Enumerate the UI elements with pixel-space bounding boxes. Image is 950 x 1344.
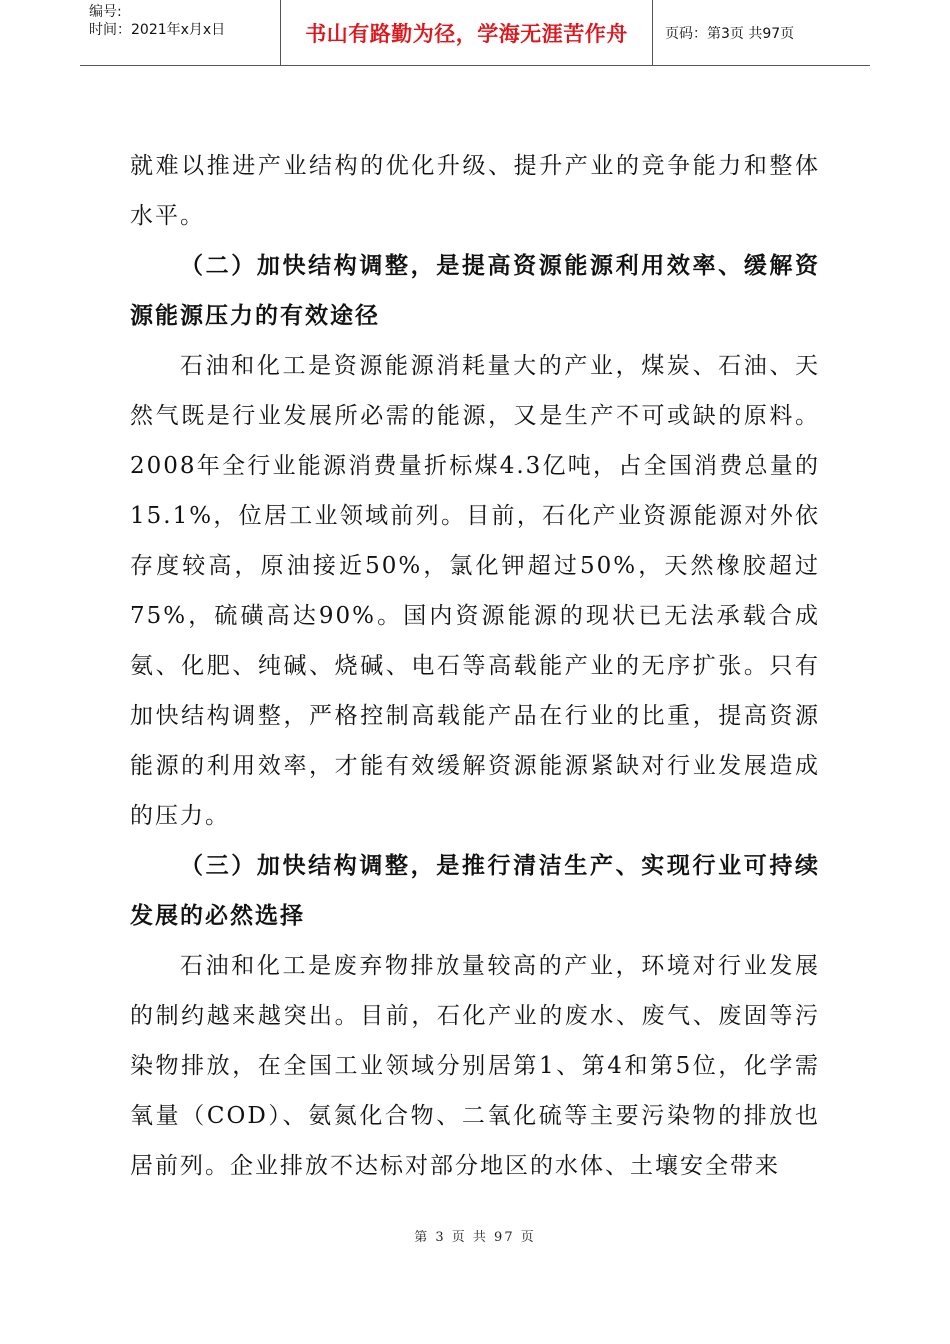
header-motto-cell (281, 0, 653, 66)
paragraph-resources: 石油和化工是资源能源消耗量大的产业，煤炭、石油、天然气既是行业发展所必需的能源，又是生产不可或缺的原料。2008年全行业能源消费量折标煤4.3亿吨，占全国消费总量的15.1%，位居工业领域前列。目前，石化产业资源能源对外依存度较高，原油接近50%，氯化钾超过50%，天然橡胶超过75%，硫磺高达90%。国内资源能源的现状已无法承载合成氨、化肥、纯碱、烧碱、电石等高载能产业的无序扩张。只有加快结构调整，严格控制高载能产品在行业的比重，提高资源能源的利用效率，才能有效缓解资源能源紧缺对行业发展造成的压力。 (130, 353, 820, 829)
page-header (80, 0, 870, 66)
paragraph-pollution: 石油和化工是废弃物排放量较高的产业，环境对行业发展的制约越来越突出。目前，石化产业的废水、废气、废固等污染物排放，在全国工业领域分别居第1、第4和第5位，化学需氧量（COD）、氨氮化合物、二氧化硫等主要污染物的排放也居前列。企业排放不达标对部分地区的水体、土壤安全带来 (130, 953, 820, 1179)
section-heading-2: （二）加快结构调整，是提高资源能源利用效率、缓解资源能源压力的有效途径 (130, 252, 820, 329)
document-body (130, 141, 820, 1191)
time-label: 时间：2021年x月x日 (89, 22, 226, 38)
header-motto: 书山有路勤为径，学海无涯苦作舟 (305, 22, 628, 46)
number-label: 编号: (89, 4, 122, 20)
header-page-info-cell (653, 0, 870, 66)
paragraph-continuation: 就难以推进产业结构的优化升级、提升产业的竞争能力和整体水平。 (130, 153, 820, 229)
header-meta (80, 0, 281, 66)
header-page-info: 页码：第3页 共97页 (665, 26, 795, 42)
page-footer: 第 3 页 共 97 页 (414, 1230, 536, 1245)
section-heading-3: （三）加快结构调整，是推行清洁生产、实现行业可持续发展的必然选择 (130, 852, 820, 929)
